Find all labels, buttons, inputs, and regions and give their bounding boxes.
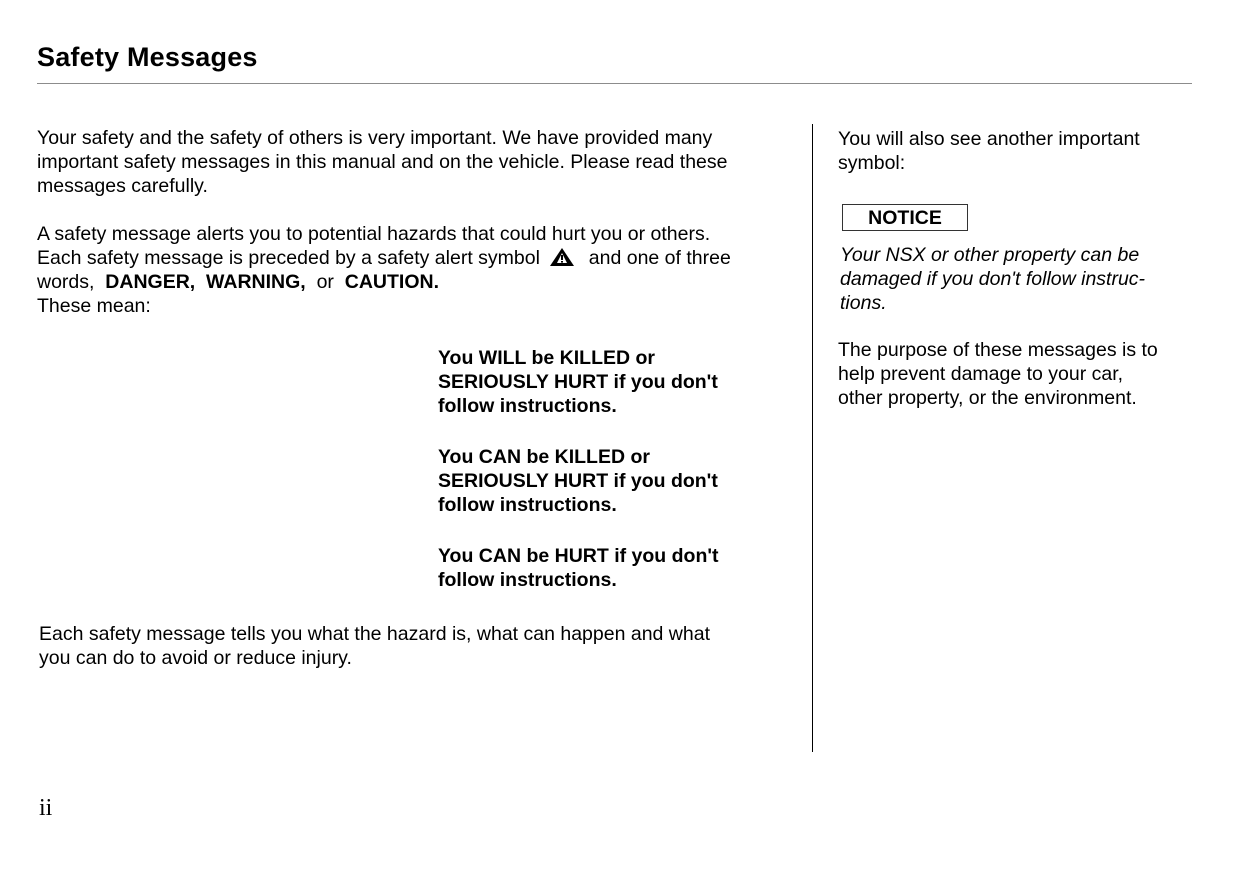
message-line: follow instructions.: [438, 569, 617, 591]
outro-line: Each safety message tells you what the hazard is, what can happen and what: [39, 623, 710, 645]
alert-line: [37, 270, 731, 294]
intro-line: messages carefully.: [37, 175, 208, 197]
alert-line: These mean:: [37, 295, 151, 317]
column-divider: [812, 124, 813, 752]
message-line: SERIOUSLY HURT if you don't: [438, 371, 718, 393]
outro-paragraph: [39, 622, 710, 670]
symbol-line: You will also see another important: [838, 128, 1140, 150]
purpose-line: other property, or the environment.: [838, 387, 1137, 409]
message-line: follow instructions.: [438, 395, 617, 417]
notice-line: Your NSX or other property can be: [840, 244, 1140, 266]
purpose-paragraph: [838, 338, 1158, 410]
alert-paragraph: [37, 222, 731, 318]
page-title: Safety Messages: [37, 42, 258, 72]
intro-line: Your safety and the safety of others is very important. We have provided many: [37, 127, 713, 149]
danger-meaning: [438, 346, 718, 418]
intro-line: important safety messages in this manual and on the vehicle. Please read these: [37, 151, 728, 173]
alert-line: [37, 246, 731, 270]
purpose-line: help prevent damage to your car,: [838, 363, 1124, 385]
page-number: ii: [39, 795, 53, 821]
symbol-paragraph: [838, 127, 1140, 175]
notice-line: tions.: [840, 292, 887, 314]
intro-paragraph: [37, 126, 727, 198]
purpose-line: The purpose of these messages is to: [838, 339, 1158, 361]
warning-meaning: [438, 445, 718, 517]
symbol-line: symbol:: [838, 152, 906, 174]
alert-line-text: Each safety message is preceded by a safety alert symbol: [37, 247, 540, 269]
message-line: You CAN be HURT if you don't: [438, 545, 719, 567]
or-word: or: [316, 271, 334, 293]
notice-line: damaged if you don't follow instruc-: [840, 268, 1146, 290]
message-line: You WILL be KILLED or: [438, 347, 656, 369]
title-rule: [37, 83, 1192, 84]
alert-line: A safety message alerts you to potential hazards that could hurt you or others.: [37, 223, 711, 245]
danger-word: DANGER,: [105, 271, 196, 293]
warning-word: WARNING,: [206, 271, 306, 293]
message-line: SERIOUSLY HURT if you don't: [438, 470, 718, 492]
caution-meaning: [438, 544, 719, 592]
notice-label: NOTICE: [842, 204, 968, 231]
alert-words-text: words,: [37, 271, 95, 293]
message-line: follow instructions.: [438, 494, 617, 516]
outro-line: you can do to avoid or reduce injury.: [39, 647, 352, 669]
caution-word: CAUTION.: [344, 271, 439, 293]
message-line: You CAN be KILLED or: [438, 446, 650, 468]
alert-line-text: and one of three: [588, 247, 731, 269]
safety-alert-triangle-icon: [549, 247, 575, 267]
notice-meaning: [840, 243, 1145, 315]
